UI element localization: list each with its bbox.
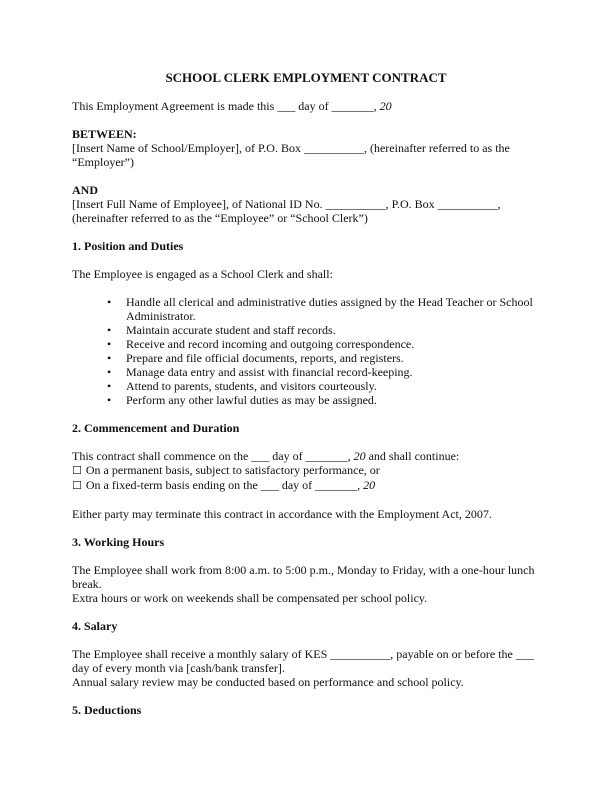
section-2-heading: 2. Commencement and Duration [72, 421, 240, 435]
bullet-icon: • [107, 379, 112, 393]
between-body: [Insert Name of School/Employer], of P.O. Box __________, (hereinafter referred to as the “Employer”) [72, 141, 510, 169]
working-hours-block [72, 563, 540, 605]
list-item [107, 379, 540, 393]
section-1-heading: 1. Position and Duties [72, 239, 184, 253]
commencement-line [72, 449, 540, 463]
duty-text: Perform any other lawful duties as may be assigned. [126, 393, 377, 407]
duty-text: Manage data entry and assist with financial record-keeping. [126, 365, 413, 379]
duties-list [72, 295, 540, 407]
duty-text: Attend to parents, students, and visitors courteously. [126, 379, 377, 393]
salary-block [72, 647, 540, 689]
bullet-icon: • [107, 351, 112, 365]
document-title: SCHOOL CLERK EMPLOYMENT CONTRACT [165, 70, 447, 85]
bullet-icon: • [107, 323, 112, 337]
duty-text: Handle all clerical and administrative duties assigned by the Head Teacher or School Administrator. [126, 295, 533, 323]
fixed-term-year-placeholder: 20 [363, 478, 376, 492]
intro-text: This Employment Agreement is made this ___ day of _______, [72, 99, 380, 113]
duty-text: Receive and record incoming and outgoing correspondence. [126, 337, 415, 351]
list-item [107, 337, 540, 351]
intro-paragraph [72, 99, 540, 113]
commence-tail: and shall continue: [365, 449, 460, 463]
bullet-icon: • [107, 295, 112, 309]
section-5-heading: 5. Deductions [72, 703, 142, 717]
list-item [107, 393, 540, 407]
bullet-icon: • [107, 365, 112, 379]
section-1-intro: The Employee is engaged as a School Clerk and shall: [72, 267, 333, 281]
list-item [107, 295, 540, 323]
option-permanent-text: On a permanent basis, subject to satisfactory performance, or [85, 463, 380, 477]
between-heading: BETWEEN: [72, 127, 137, 141]
list-item [107, 351, 540, 365]
and-block [72, 183, 540, 225]
duty-text: Prepare and file official documents, reports, and registers. [126, 351, 404, 365]
section-3-heading: 3. Working Hours [72, 535, 165, 549]
intro-year-placeholder: 20 [379, 99, 392, 113]
duration-option-permanent [72, 463, 540, 478]
salary-line2: Annual salary review may be conducted based on performance and school policy. [72, 675, 464, 689]
checkbox-unchecked-icon: ☐ [72, 479, 82, 492]
working-hours-line1: The Employee shall work from 8:00 a.m. to 5:00 p.m., Monday to Friday, with a one-hour lunch break. [72, 563, 535, 591]
section-4-heading: 4. Salary [72, 619, 118, 633]
salary-line1: The Employee shall receive a monthly salary of KES __________, payable on or before the ___ day of every month via [cash/bank transfer]. [72, 647, 534, 675]
option-fixed-term-text: On a fixed-term basis ending on the ___ day of _______, [85, 478, 364, 492]
commence-year-placeholder: 20 [353, 449, 366, 463]
between-block [72, 127, 540, 169]
list-item [107, 365, 540, 379]
commence-text: This contract shall commence on the ___ day of _______, [72, 449, 354, 463]
duty-text: Maintain accurate student and staff records. [126, 323, 336, 337]
and-heading: AND [72, 183, 98, 197]
duration-option-fixed-term [72, 478, 540, 493]
and-body: [Insert Full Name of Employee], of National ID No. __________, P.O. Box __________, (hereinafter referred to as the “Employee” or “School Clerk”) [72, 197, 501, 225]
termination-paragraph: Either party may terminate this contract in accordance with the Employment Act, 2007. [72, 507, 492, 521]
bullet-icon: • [107, 337, 112, 351]
working-hours-line2: Extra hours or work on weekends shall be compensated per school policy. [72, 591, 428, 605]
list-item [107, 323, 540, 337]
checkbox-unchecked-icon: ☐ [72, 464, 82, 477]
commencement-block [72, 449, 540, 493]
bullet-icon: • [107, 393, 112, 407]
